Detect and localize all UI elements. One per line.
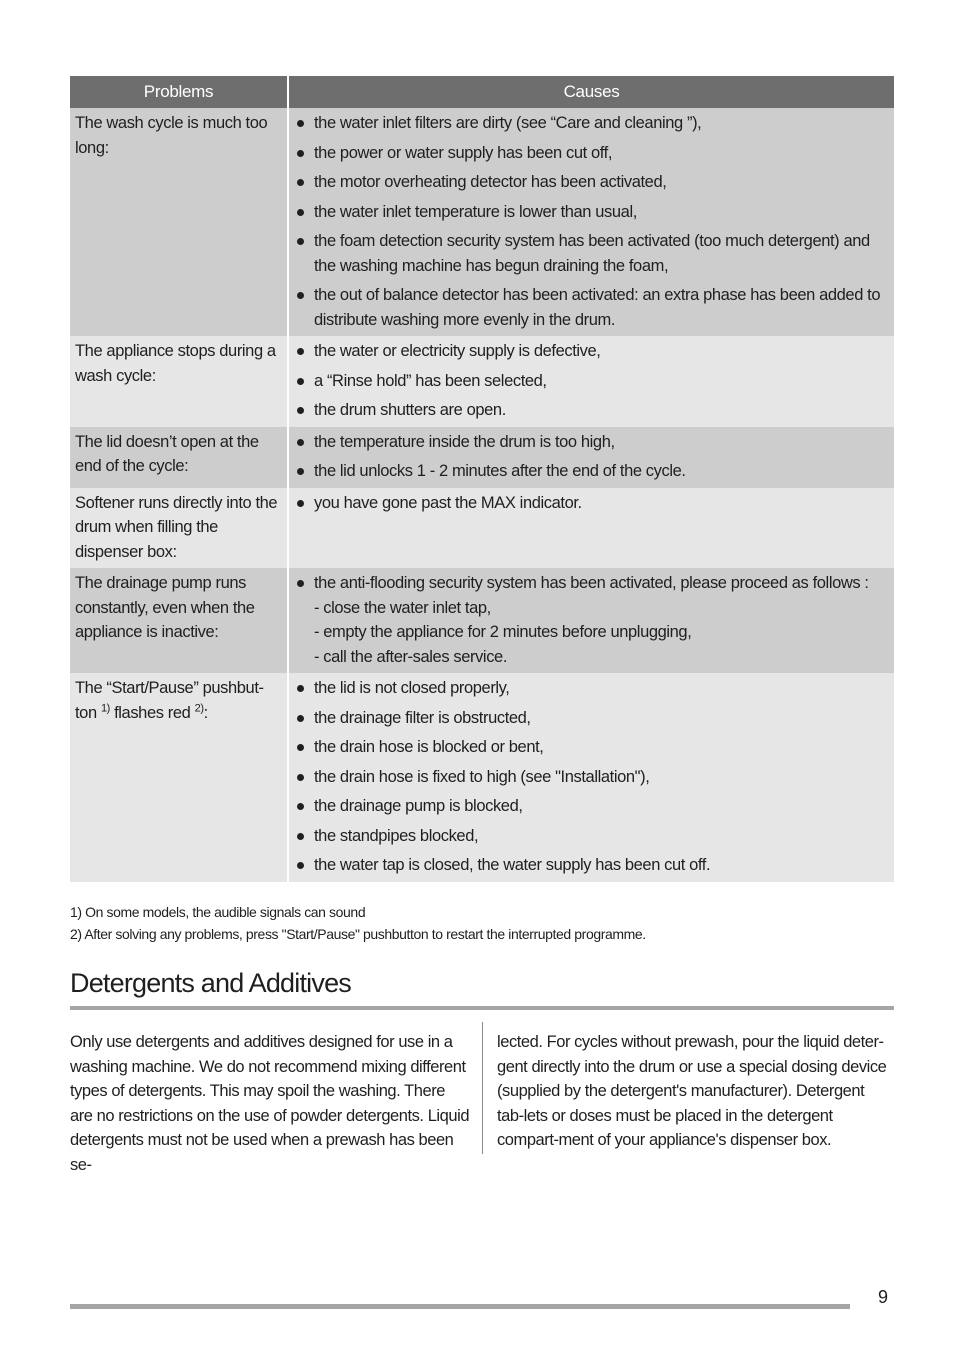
table-row: [70, 427, 894, 488]
cause-item: the drainage filter is obstructed,: [294, 706, 888, 731]
problem-text: :: [203, 703, 208, 722]
footer-rule: [70, 1304, 850, 1309]
section-title: Detergents and Additives: [70, 968, 351, 998]
footnotes: [70, 901, 646, 945]
cause-main-text: the anti-flooding security system has been activated, please proceed as follows :: [314, 574, 869, 592]
causes-list: [294, 676, 888, 878]
footnote: 2) After solving any problems, press "Start/Pause" pushbutton to restart the interrupted programme.: [70, 926, 646, 942]
body-text-right-column: lected. For cycles without prewash, pour the liquid deter-gent directly into the drum or use a special dosing device (supplied by the detergent's manufacturer). Detergent tab-lets or doses must be placed in the detergent compart-ment of your appliance's dispenser box.: [497, 1033, 887, 1150]
causes-cell: [289, 336, 894, 427]
causes-cell: [289, 427, 894, 488]
table-row: [70, 673, 894, 882]
cause-item: the drain hose is blocked or bent,: [294, 735, 888, 760]
cause-item: the motor overheating detector has been activated,: [294, 170, 888, 195]
cause-item: the out of balance detector has been activated: an extra phase has been added to distribute washing more evenly in the drum.: [294, 283, 888, 332]
table-row: [70, 568, 894, 673]
cause-item: the power or water supply has been cut off,: [294, 141, 888, 166]
cause-item: the foam detection security system has been activated (too much detergent) and the washing machine has begun draining the foam,: [294, 229, 888, 278]
problem-cell: Softener runs directly into the drum when filling the dispenser box:: [70, 488, 289, 569]
causes-list: [294, 339, 888, 423]
table-header-row: [70, 76, 894, 108]
cause-item: the water inlet filters are dirty (see “Care and cleaning ”),: [294, 111, 888, 136]
causes-list: [294, 111, 888, 332]
cause-item: you have gone past the MAX indicator.: [294, 491, 888, 516]
cause-item: the drainage pump is blocked,: [294, 794, 888, 819]
table-row: [70, 108, 894, 336]
causes-cell: [289, 488, 894, 569]
cause-step: - empty the appliance for 2 minutes before unplugging,: [314, 623, 692, 641]
footnote: 1) On some models, the audible signals can sound: [70, 904, 366, 920]
cause-item: the water tap is closed, the water supply has been cut off.: [294, 853, 888, 878]
column-divider: [482, 1022, 483, 1154]
problem-cell: The wash cycle is much too long:: [70, 108, 289, 336]
cause-step: - call the after-sales service.: [314, 647, 508, 666]
page-number: 9: [878, 1287, 889, 1307]
cause-step: - close the water inlet tap,: [314, 598, 491, 617]
footnote-ref: 1): [100, 702, 110, 714]
problem-text: The “Start/Pause” pushbut-ton: [75, 679, 264, 722]
cause-item: [294, 571, 888, 669]
cause-item: the temperature inside the drum is too high,: [294, 430, 888, 455]
causes-list: [294, 491, 888, 516]
troubleshooting-table: [70, 76, 894, 882]
problem-cell: The lid doesn’t open at the end of the cycle:: [70, 427, 289, 488]
problem-text: flashes red: [109, 703, 191, 722]
cause-item: the water inlet temperature is lower than usual,: [294, 200, 888, 225]
footnote-ref: 2): [194, 702, 204, 714]
table-row: [70, 336, 894, 427]
problem-cell: [70, 673, 289, 882]
problem-cell: The appliance stops during a wash cycle:: [70, 336, 289, 427]
header-causes: Causes: [289, 76, 894, 108]
cause-item: the standpipes blocked,: [294, 824, 888, 849]
header-problems: Problems: [70, 76, 289, 108]
cause-item: the drum shutters are open.: [294, 398, 888, 423]
cause-item: a “Rinse hold” has been selected,: [294, 369, 888, 394]
table-row: [70, 488, 894, 569]
problem-cell: The drainage pump runs constantly, even when the appliance is inactive:: [70, 568, 289, 673]
causes-list: [294, 430, 888, 484]
section-divider: [70, 1006, 894, 1010]
causes-cell: [289, 568, 894, 673]
cause-item: the lid is not closed properly,: [294, 676, 888, 701]
cause-item: the water or electricity supply is defective,: [294, 339, 888, 364]
causes-cell: [289, 673, 894, 882]
causes-list: [294, 571, 888, 669]
body-text-left-column: Only use detergents and additives designed for use in a washing machine. We do not recommend mixing different types of detergents. This may spoil the washing. There are no restrictions on the use of powder detergents. Liquid detergents must not be used when a prewash has been se-: [70, 1033, 470, 1174]
cause-item: the drain hose is fixed to high (see "Installation"),: [294, 765, 888, 790]
causes-cell: [289, 108, 894, 336]
cause-item: the lid unlocks 1 - 2 minutes after the end of the cycle.: [294, 459, 888, 484]
